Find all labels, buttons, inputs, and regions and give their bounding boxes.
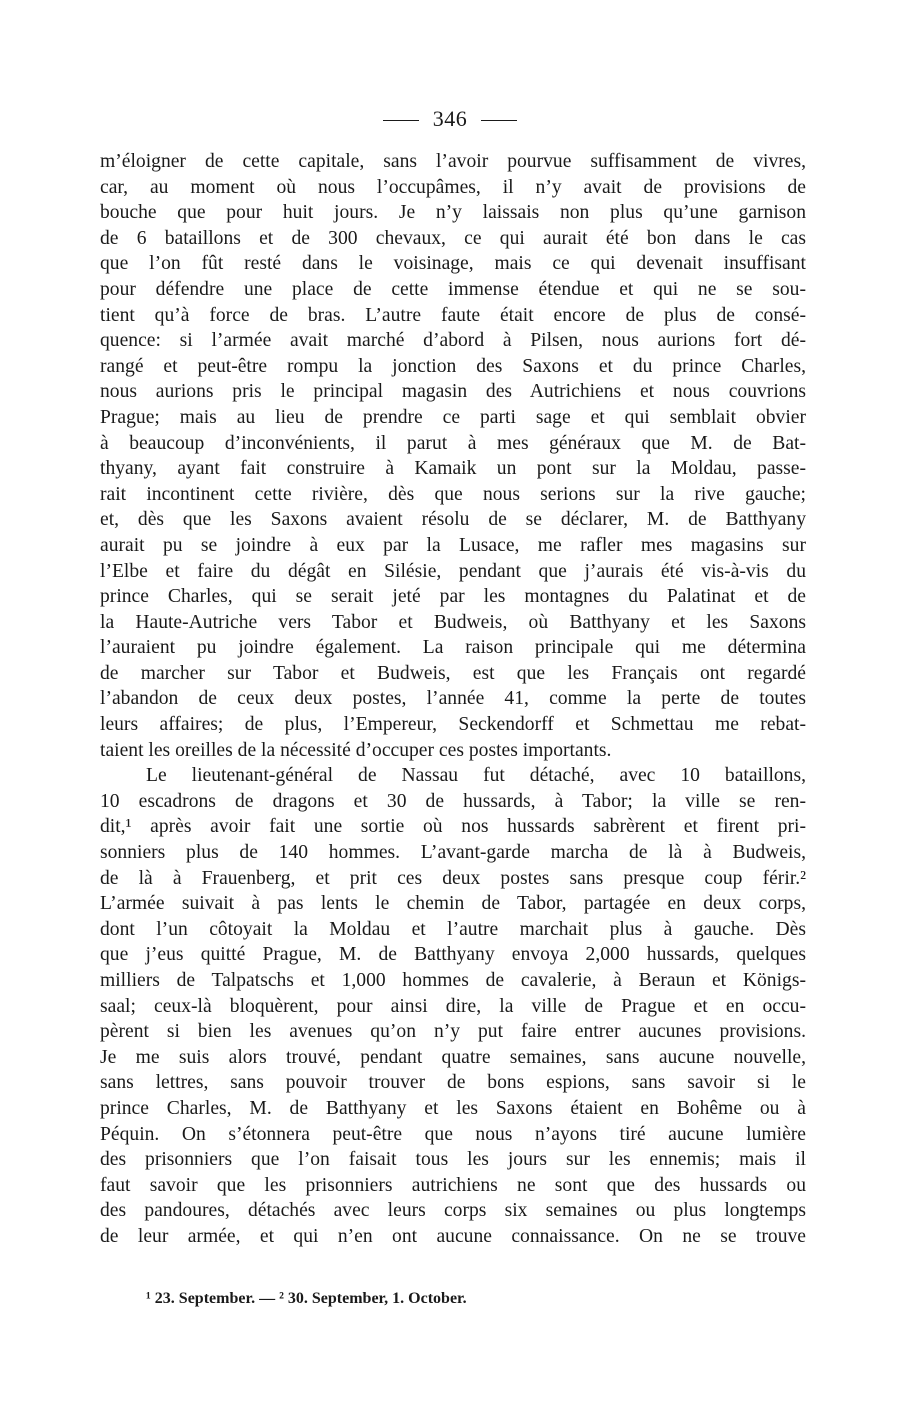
text-line: tient qu’à force de bras. L’autre faute était encore de plus de consé-: [100, 304, 806, 326]
text-line: Prague; mais au lieu de prendre ce parti sage et qui semblait obvier: [100, 406, 806, 428]
text-line: pèrent si bien les avenues qu’on n’y put faire entrer aucunes provisions.: [100, 1021, 806, 1043]
text-line: bouche que pour huit jours. Je n’y laissais non plus qu’une garnison: [100, 202, 806, 224]
body-text: [100, 149, 806, 1250]
text-line: pour défendre une place de cette immense étendue et qui ne se sou-: [100, 278, 806, 300]
text-line: sonniers plus de 140 hommes. L’avant-garde marcha de là à Budweis,: [100, 842, 806, 864]
text-line: dont l’un côtoyait la Moldau et l’autre marchait plus à gauche. Dès: [100, 918, 806, 940]
text-line: à beaucoup d’inconvénients, il parut à mes généraux que M. de Bat-: [100, 432, 806, 454]
text-line: leurs affaires; de plus, l’Empereur, Seckendorff et Schmettau me rebat-: [100, 714, 806, 736]
text-line: et, dès que les Saxons avaient résolu de se déclarer, M. de Batthyany: [100, 509, 806, 531]
text-line: prince Charles, qui se serait jeté par les montagnes du Palatinat et de: [100, 586, 806, 608]
page-header: [0, 104, 900, 134]
text-line: rangé et peut-être rompu la jonction des Saxons et du prince Charles,: [100, 355, 806, 377]
text-line: des prisonniers que l’on faisait tous les jours sur les ennemis; mais il: [100, 1149, 806, 1171]
text-line: m’éloigner de cette capitale, sans l’avoir pourvue suffisamment de vivres,: [100, 151, 806, 172]
text-line: dit,¹ après avoir fait une sortie où nos hussards sabrèrent et firent pri-: [100, 816, 806, 838]
text-line: sans lettres, sans pouvoir trouver de bons espions, sans savoir si le: [100, 1072, 806, 1094]
text-line: que j’eus quitté Prague, M. de Batthyany envoya 2,000 hussards, quelques: [100, 944, 806, 966]
header-dash-right: [481, 120, 517, 121]
text-line: L’armée suivait à pas lents le chemin de Tabor, partagée en deux corps,: [100, 893, 806, 915]
text-line: que l’on fût resté dans le voisinage, mais ce qui devenait insuffisant: [100, 253, 806, 275]
text-line: Péquin. On s’étonnera peut-être que nous n’ayons tiré aucune lumière: [100, 1123, 806, 1145]
text-line: l’auraient pu joindre également. La raison principale qui me détermina: [100, 637, 806, 659]
text-line: thyany, ayant fait construire à Kamaik un pont sur la Moldau, passe-: [100, 458, 806, 480]
text-line: de leur armée, et qui n’en ont aucune connaissance. On ne se trouve: [100, 1225, 806, 1247]
text-line: prince Charles, M. de Batthyany et les Saxons étaient en Bohême ou à: [100, 1097, 806, 1119]
text-line: faut savoir que les prisonniers autrichiens ne sont que des hussards ou: [100, 1174, 806, 1196]
text-line: milliers de Talpatschs et 1,000 hommes de cavalerie, à Beraun et Königs-: [100, 970, 806, 991]
text-line: des pandoures, détachés avec leurs corps six semaines ou plus longtemps: [100, 1200, 806, 1222]
text-line: aurait pu se joindre à eux par la Lusace, me rafler mes magasins sur: [100, 534, 806, 556]
text-line: Le lieutenant-général de Nassau fut détaché, avec 10 bataillons,: [146, 765, 806, 787]
text-line: 10 escadrons de dragons et 30 de hussards, à Tabor; la ville se ren-: [100, 790, 806, 812]
text-line: taient les oreilles de la nécessité d’occuper ces postes importants.: [100, 739, 612, 761]
text-line: quence: si l’armée avait marché d’abord à Pilsen, nous aurions fort dé-: [100, 330, 806, 352]
text-line: la Haute-Autriche vers Tabor et Budweis, où Batthyany et les Saxons: [100, 611, 806, 633]
text-line: de là à Frauenberg, et prit ces deux postes sans presque coup férir.²: [100, 867, 806, 889]
text-line: nous aurions pris le principal magasin des Autrichiens et nous couvrions: [100, 381, 806, 403]
footnotes: ¹ 23. September. — ² 30. September, 1. October.: [146, 1290, 467, 1307]
page-number: 346: [432, 106, 468, 131]
text-line: de 6 bataillons et de 300 chevaux, ce qui aurait été bon dans le cas: [100, 227, 806, 249]
header-dash-left: [383, 120, 419, 121]
text-line: l’Elbe et faire du dégât en Silésie, pendant que j’aurais été vis-à-vis du: [100, 560, 806, 582]
text-line: l’abandon de ceux deux postes, l’année 41, comme la perte de toutes: [100, 688, 806, 710]
text-line: de marcher sur Tabor et Budweis, est que les Français ont regardé: [100, 662, 806, 684]
text-line: car, au moment où nous l’occupâmes, il n’y avait de provisions de: [100, 176, 806, 198]
text-line: saal; ceux-là bloquèrent, pour ainsi dire, la ville de Prague et en occu-: [100, 995, 806, 1017]
text-line: rait incontinent cette rivière, dès que nous serions sur la rive gauche;: [100, 483, 806, 505]
text-line: Je me suis alors trouvé, pendant quatre semaines, sans aucune nouvelle,: [100, 1046, 806, 1068]
